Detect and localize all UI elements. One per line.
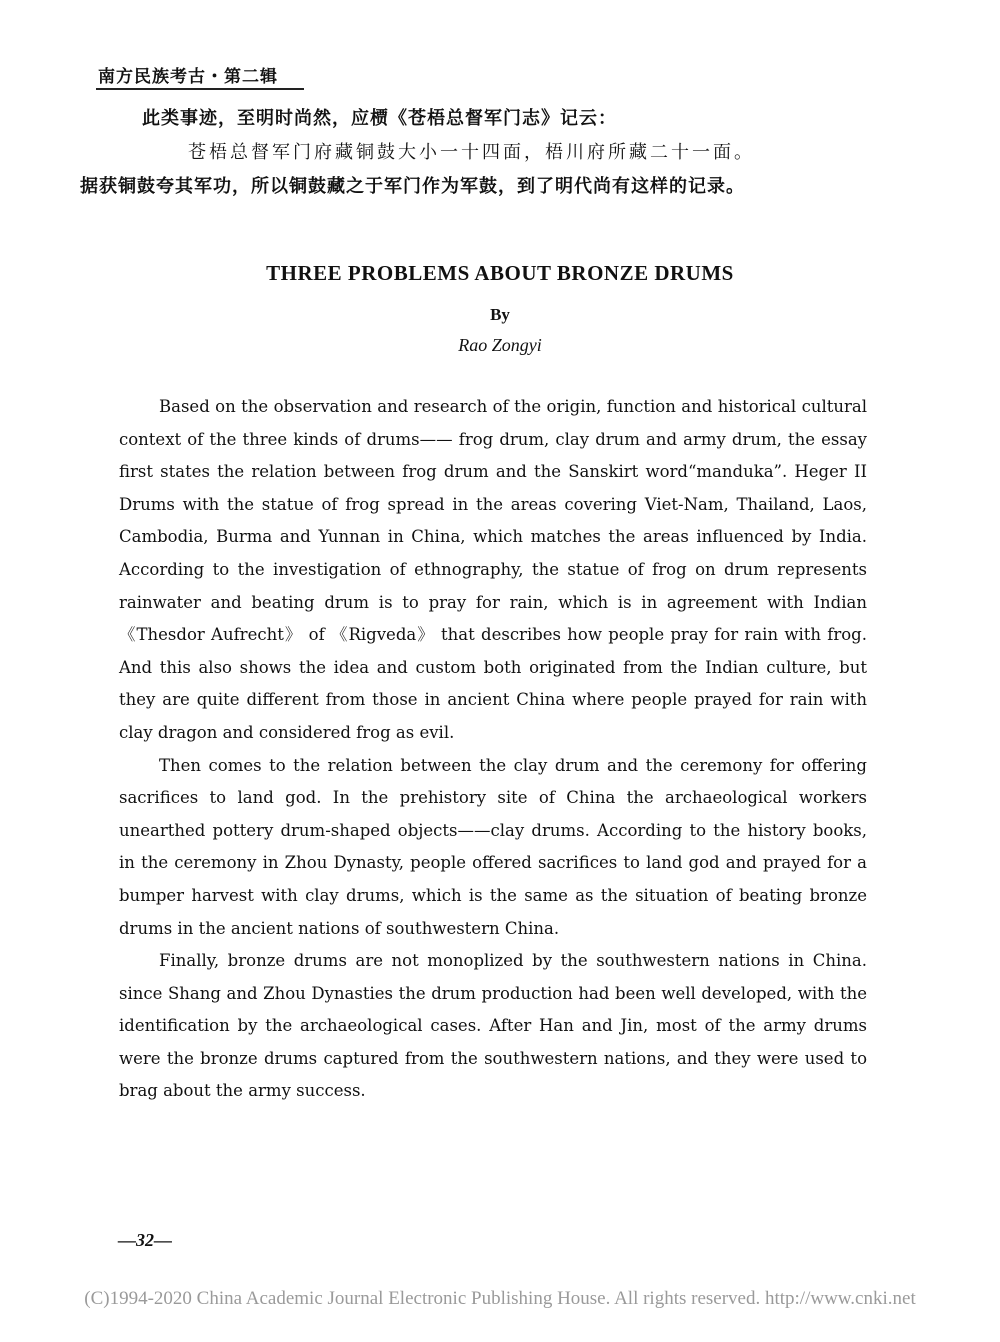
paragraph-3: Finally, bronze drums are not monoplized by the southwestern nations in China. since Shang and Zhou Dynasties the drum production had been well developed, with the identification by the archaeological cases. After Han and Jin, most of the army drums were the bronze drums captured from the southwestern nations, and they were used to brag about the army success. — [119, 951, 867, 1101]
author-name: Rao Zongyi — [458, 335, 542, 355]
chinese-line-2: 苍梧总督军门府藏铜鼓大小一十四面，梧川府所藏二十一面。 — [188, 142, 755, 163]
abstract-body — [119, 391, 867, 1108]
copyright-footer: (C)1994-2020 China Academic Journal Electronic Publishing House. All rights reserved. http://www.cnki.net — [84, 1288, 916, 1309]
header-rule — [96, 88, 304, 90]
chinese-line-1: 此类事迹，至明时尚然，应槚《苍梧总督军门志》记云： — [142, 108, 617, 129]
paragraph-1: Based on the observation and research of the origin, function and historical cultural context of the three kinds of drums—— frog drum, clay drum and army drum, the essay first states the relation between frog drum and the Sanskirt word“manduka”. Heger II Drums with the statue of frog spread in the areas covering Viet-Nam, Thailand, Laos, Cambodia, Burma and Yunnan in China, which matches the areas influenced by India. According to the investigation of ethnography, the statue of frog on drum represents rainwater and beating drum is to pray for rain, which is in agreement with Indian 《Thesdor Aufrecht》 of 《Rigveda》 that describes how people pray for rain with frog. And this also shows the idea and custom both originated from the Indian culture, but they are quite different from those in ancient China where people prayed for rain with clay dragon and considered frog as evil. — [119, 397, 867, 742]
article-title: THREE PROBLEMS ABOUT BRONZE DRUMS — [266, 261, 734, 285]
running-head: 南方民族考古・第二辑 — [98, 67, 278, 87]
page-number: —32— — [118, 1230, 172, 1250]
chinese-line-3: 据获铜鼓夸其军功，所以铜鼓藏之于军门作为军鼓，到了明代尚有这样的记录。 — [80, 176, 745, 197]
byline: By — [490, 305, 510, 324]
paragraph-2: Then comes to the relation between the clay drum and the ceremony for offering sacrifices to land god. In the prehistory site of China the archaeological workers unearthed pottery drum-shaped objects——clay drums. According to the history books, in the ceremony in Zhou Dynasty, people offered sacrifices to land god and prayed for a bumper harvest with clay drums, which is the same as the situation of beating bronze drums in the ancient nations of southwestern China. — [119, 755, 867, 938]
